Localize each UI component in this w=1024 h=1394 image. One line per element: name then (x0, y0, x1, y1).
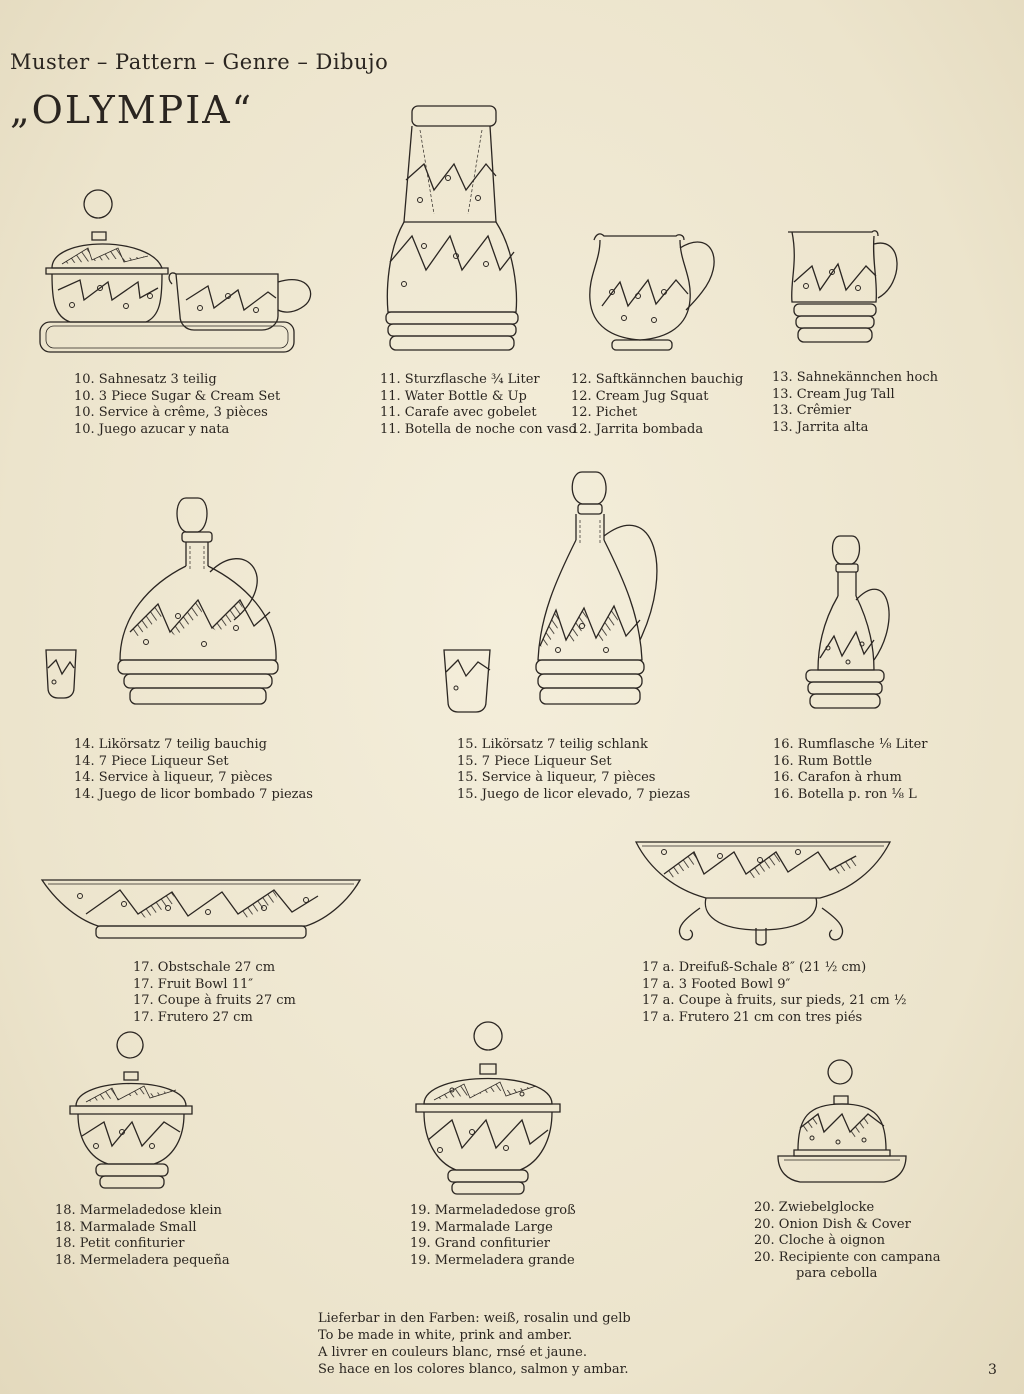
caption-line: 16. Botella p. ron ⅛ L (773, 786, 917, 802)
pattern-title: „OLYMPIA“ (10, 88, 254, 132)
caption-line: 16. Carafon à rhum (773, 770, 902, 785)
item-11-illustration (386, 106, 518, 350)
item-14-caption (74, 737, 313, 803)
item-20-illustration (778, 1060, 906, 1182)
footer-line: Lieferbar in den Farben: weiß, rosalin und gelb (318, 1311, 631, 1326)
caption-line: para cebolla (796, 1266, 878, 1281)
item-19-illustration (416, 1022, 560, 1194)
caption-line: 15. 7 Piece Liqueur Set (457, 753, 612, 769)
caption-line: 14. Likörsatz 7 teilig bauchig (74, 737, 267, 752)
pattern-heading: Muster – Pattern – Genre – Dibujo (10, 50, 389, 74)
caption-line: 19. Marmeladedose groß (410, 1203, 576, 1218)
item-19-caption (410, 1203, 576, 1269)
caption-line: 18. Marmalade Small (55, 1219, 197, 1235)
caption-line: 19. Grand confiturier (410, 1236, 551, 1251)
caption-line: 11. Botella de noche con vaso (380, 421, 577, 437)
item-18-illustration (70, 1032, 192, 1188)
caption-line: 10. Juego azucar y nata (74, 421, 230, 437)
caption-line: 12. Cream Jug Squat (571, 388, 709, 404)
caption-line: 20. Cloche à oignon (754, 1233, 885, 1248)
caption-line: 10. Service à crême, 3 pièces (74, 405, 268, 420)
caption-line: 18. Marmeladedose klein (55, 1203, 222, 1218)
footer-line: Se hace en los colores blanco, salmon y ambar. (318, 1362, 629, 1377)
caption-line: 10. Sahnesatz 3 teilig (74, 372, 217, 387)
item-12-caption (571, 372, 743, 438)
item-10-caption (74, 372, 280, 438)
item-17-caption (133, 960, 296, 1026)
caption-line: 17 a. Frutero 21 cm con tres piés (642, 1009, 863, 1025)
item-15-illustration (444, 472, 657, 712)
item-14-illustration (46, 498, 278, 704)
caption-line: 16. Rum Bottle (773, 753, 873, 769)
caption-line: 17. Fruit Bowl 11″ (133, 976, 254, 992)
item-17-illustration (42, 880, 360, 938)
caption-line: 20. Recipiente con campana (754, 1249, 941, 1265)
caption-line: 15. Likörsatz 7 teilig schlank (457, 737, 648, 752)
caption-line: 17 a. Coupe à fruits, sur pieds, 21 cm ½ (642, 993, 907, 1008)
item-11-caption (380, 372, 576, 438)
item-13-illustration (788, 231, 897, 342)
page-number: 3 (988, 1362, 997, 1378)
footer-line: A livrer en couleurs blanc, rnsé et jaune. (318, 1345, 587, 1360)
item-16-illustration (806, 536, 889, 708)
caption-line: 14. Service à liqueur, 7 pièces (74, 770, 273, 785)
caption-line: 20. Onion Dish & Cover (754, 1216, 911, 1232)
item-13-caption (772, 370, 938, 436)
color-availability-note (318, 1310, 631, 1378)
caption-line: 15. Service à liqueur, 7 pièces (457, 770, 656, 785)
item-15-caption (457, 737, 690, 803)
caption-line: 13. Cream Jug Tall (772, 386, 895, 402)
caption-line: 15. Juego de licor elevado, 7 piezas (457, 786, 691, 802)
caption-line: 18. Petit confiturier (55, 1236, 185, 1251)
caption-line: 17 a. 3 Footed Bowl 9″ (642, 976, 791, 992)
caption-line: 17. Obstschale 27 cm (133, 960, 276, 975)
caption-line: 11. Sturzflasche ¾ Liter (380, 372, 540, 387)
caption-line: 12. Saftkännchen bauchig (571, 372, 744, 387)
caption-line: 13. Sahnekännchen hoch (772, 370, 938, 385)
caption-line: 19. Marmalade Large (410, 1219, 553, 1235)
item-12-illustration (590, 234, 714, 350)
caption-line: 11. Carafe avec gobelet (380, 405, 537, 420)
caption-line: 12. Jarrita bombada (571, 421, 704, 437)
item-16-caption (773, 737, 928, 803)
item-10-illustration (40, 190, 311, 352)
caption-line: 19. Mermeladera grande (410, 1252, 575, 1268)
caption-line: 17. Coupe à fruits 27 cm (133, 993, 296, 1008)
caption-line: 14. Juego de licor bombado 7 piezas (74, 786, 313, 802)
item-17a-caption (642, 960, 906, 1026)
item-17a-illustration (636, 842, 890, 945)
caption-line: 11. Water Bottle & Up (380, 388, 527, 404)
caption-line: 12. Pichet (571, 405, 638, 420)
caption-line: 17. Frutero 27 cm (133, 1009, 253, 1025)
caption-line: 13. Crêmier (772, 403, 852, 418)
caption-line: 17 a. Dreifuß-Schale 8″ (21 ½ cm) (642, 960, 867, 975)
caption-line: 13. Jarrita alta (772, 419, 869, 435)
caption-line: 18. Mermeladera pequeña (55, 1252, 230, 1268)
footer-line: To be made in white, prink and amber. (318, 1328, 573, 1343)
item-20-caption (754, 1200, 941, 1283)
item-18-caption (55, 1203, 230, 1269)
caption-line: 20. Zwiebelglocke (754, 1200, 875, 1215)
caption-line: 14. 7 Piece Liqueur Set (74, 753, 229, 769)
caption-line: 16. Rumflasche ⅛ Liter (773, 737, 928, 752)
caption-line: 10. 3 Piece Sugar & Cream Set (74, 388, 281, 404)
